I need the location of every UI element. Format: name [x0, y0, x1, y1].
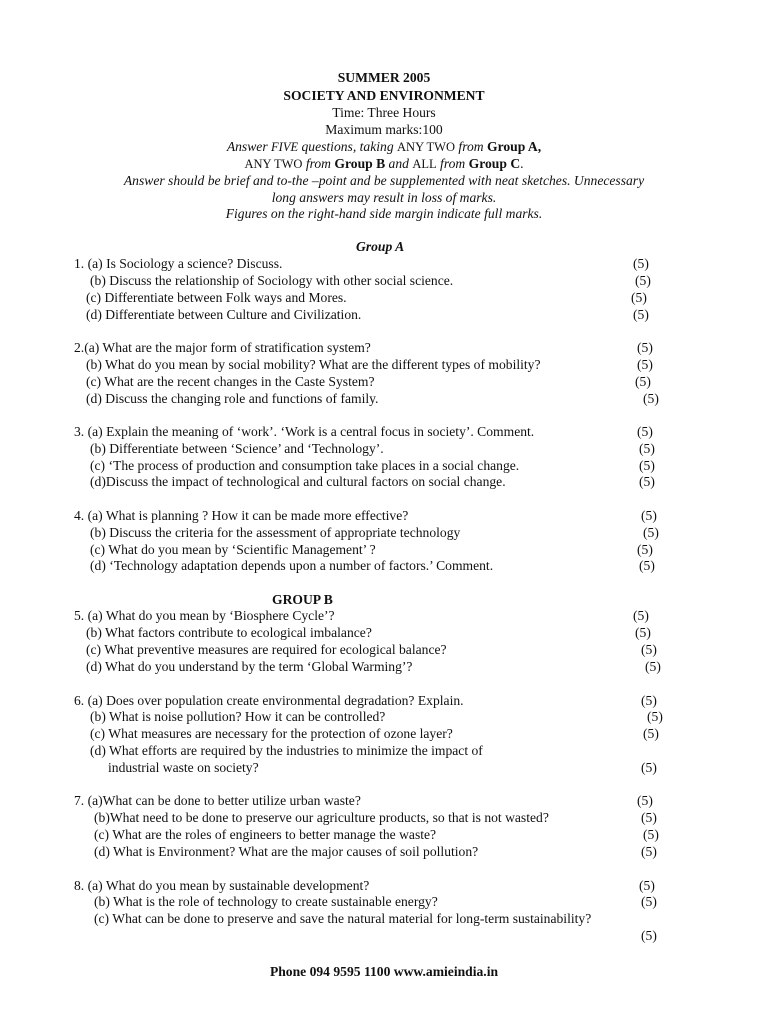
- marks-3b: (5): [639, 441, 655, 456]
- marks-5c: (5): [641, 642, 657, 657]
- instr2-a: ANY TWO: [244, 157, 303, 171]
- question-6a: 6. (a) Does over population create environmental degradation? Explain.: [74, 693, 464, 708]
- question-1a: 1. (a) Is Sociology a science? Discuss.: [74, 256, 283, 271]
- question-2b: (b) What do you mean by social mobility? What are the different types of mobility?: [86, 357, 541, 372]
- marks-6b: (5): [647, 709, 663, 724]
- marks-8c: (5): [641, 928, 657, 943]
- question-1c: (c) Differentiate between Folk ways and Mores.: [86, 290, 347, 305]
- marks-2a: (5): [637, 340, 653, 355]
- time-line: Time: Three Hours: [332, 105, 436, 120]
- question-1b: (b) Discuss the relationship of Sociology with other social science.: [90, 273, 454, 288]
- instruction-line-4: long answers may result in loss of marks.: [271, 190, 497, 205]
- marks-1c: (5): [631, 290, 647, 305]
- marks-8b: (5): [641, 894, 657, 909]
- instr2-b: from: [302, 156, 335, 171]
- instr1-e: from: [455, 139, 487, 154]
- question-8a: 8. (a) What do you mean by sustainable development?: [74, 878, 370, 893]
- instr1-c: questions, taking: [298, 139, 398, 154]
- question-5a: 5. (a) What do you mean by ‘Biosphere Cycle’?: [74, 608, 335, 623]
- question-4a: 4. (a) What is planning ? How it can be made more effective?: [74, 508, 409, 523]
- question-3d: (d)Discuss the impact of technological and cultural factors on social change.: [90, 474, 506, 489]
- question-8b: (b) What is the role of technology to create sustainable energy?: [94, 894, 438, 909]
- marks-4b: (5): [643, 525, 659, 540]
- instr2-c: Group B: [334, 156, 386, 171]
- question-5d: (d) What do you understand by the term ‘Global Warming’?: [86, 659, 413, 674]
- group-b-heading: GROUP B: [272, 592, 333, 607]
- question-3c: (c) ‘The process of production and consumption take places in a social change.: [90, 458, 520, 473]
- question-2d: (d) Discuss the changing role and functions of family.: [86, 391, 379, 406]
- instruction-line-5: Figures on the right-hand side margin indicate full marks.: [225, 206, 543, 221]
- question-6d: (d) What efforts are required by the industries to minimize the impact of: [90, 743, 483, 758]
- instr2-f: from: [436, 156, 469, 171]
- question-6d-continued: industrial waste on society?: [108, 760, 259, 775]
- instruction-line-1: [0, 138, 768, 156]
- marks-3c: (5): [639, 458, 655, 473]
- marks-5a: (5): [633, 608, 649, 623]
- marks-1a: (5): [633, 256, 649, 271]
- marks-1b: (5): [635, 273, 651, 288]
- instruction-line-3: Answer should be brief and to-the –point and be supplemented with neat sketches. Unnecessary: [123, 173, 645, 188]
- exam-session: SUMMER 2005: [337, 70, 431, 85]
- instr2-h: .: [520, 156, 524, 171]
- question-6c: (c) What measures are necessary for the protection of ozone layer?: [90, 726, 453, 741]
- marks-1d: (5): [633, 307, 649, 322]
- marks-3a: (5): [637, 424, 653, 439]
- marks-6c: (5): [643, 726, 659, 741]
- footer-contact: Phone 094 9595 1100 www.amieindia.in: [269, 964, 499, 979]
- marks-4a: (5): [641, 508, 657, 523]
- instr1-a: Answer: [226, 139, 272, 154]
- max-marks-line: Maximum marks:100: [325, 122, 443, 137]
- question-7a: 7. (a)What can be done to better utilize urban waste?: [74, 793, 361, 808]
- marks-5d: (5): [645, 659, 661, 674]
- question-4c: (c) What do you mean by ‘Scientific Management’ ?: [90, 542, 376, 557]
- marks-8a: (5): [639, 878, 655, 893]
- instr1-b: FIVE: [271, 140, 299, 154]
- marks-2b: (5): [637, 357, 653, 372]
- marks-5b: (5): [635, 625, 651, 640]
- marks-2c: (5): [635, 374, 651, 389]
- instruction-line-2: [0, 155, 768, 173]
- question-5c: (c) What preventive measures are required for ecological balance?: [86, 642, 447, 657]
- group-a-heading: Group A: [356, 239, 405, 254]
- instr2-g: Group C: [468, 156, 521, 171]
- question-7c: (c) What are the roles of engineers to better manage the waste?: [94, 827, 437, 842]
- question-3a: 3. (a) Explain the meaning of ‘work’. ‘Work is a central focus in society’. Comment.: [74, 424, 535, 439]
- marks-7d: (5): [641, 844, 657, 859]
- subject-title: SOCIETY AND ENVIRONMENT: [283, 88, 485, 103]
- question-6b: (b) What is noise pollution? How it can be controlled?: [90, 709, 386, 724]
- marks-6a: (5): [641, 693, 657, 708]
- question-4d: (d) ‘Technology adaptation depends upon a number of factors.’ Comment.: [90, 558, 494, 573]
- instr1-f: Group A,: [487, 139, 542, 154]
- marks-2d: (5): [643, 391, 659, 406]
- question-1d: (d) Differentiate between Culture and Civilization.: [86, 307, 362, 322]
- question-8c: (c) What can be done to preserve and save the natural material for long-term sustainability?: [94, 911, 592, 926]
- question-7b: (b)What need to be done to preserve our agriculture products, so that is not wasted?: [94, 810, 549, 825]
- marks-7c: (5): [643, 827, 659, 842]
- marks-4c: (5): [637, 542, 653, 557]
- marks-4d: (5): [639, 558, 655, 573]
- question-4b: (b) Discuss the criteria for the assessment of appropriate technology: [90, 525, 461, 540]
- marks-6d: (5): [641, 760, 657, 775]
- instr2-e: ALL: [412, 157, 437, 171]
- question-2c: (c) What are the recent changes in the Caste System?: [86, 374, 375, 389]
- instr1-d: ANY TWO: [397, 140, 456, 154]
- marks-7b: (5): [641, 810, 657, 825]
- question-2a: 2.(a) What are the major form of stratification system?: [74, 340, 371, 355]
- question-5b: (b) What factors contribute to ecological imbalance?: [86, 625, 372, 640]
- marks-3d: (5): [639, 474, 655, 489]
- marks-7a: (5): [637, 793, 653, 808]
- question-3b: (b) Differentiate between ‘Science’ and ‘Technology’.: [90, 441, 384, 456]
- instr2-d: and: [385, 156, 413, 171]
- question-7d: (d) What is Environment? What are the major causes of soil pollution?: [94, 844, 479, 859]
